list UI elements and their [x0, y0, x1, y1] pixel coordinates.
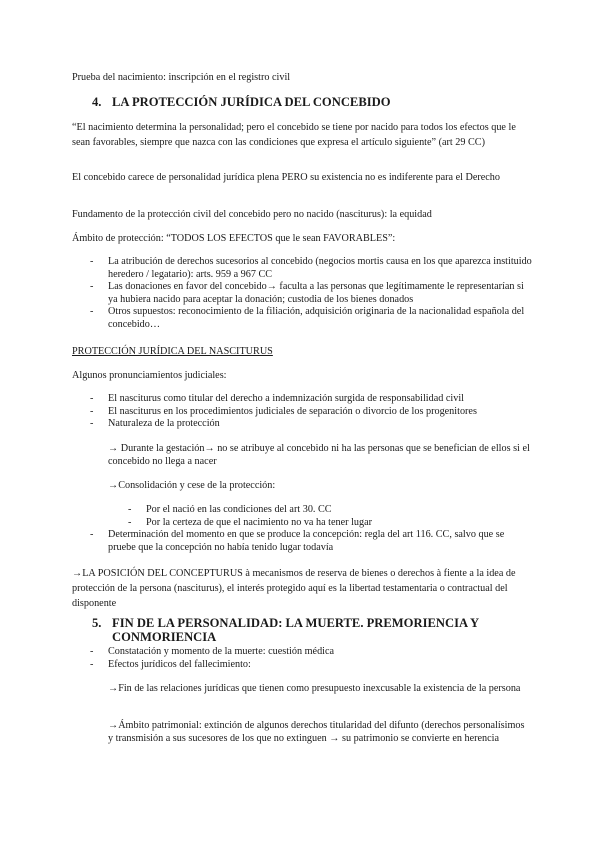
consolidacion-list	[124, 504, 532, 529]
fin-relaciones-note: →Fin de las relaciones jurídicas que tienen como presupuesto inexcusable la existencia de la persona	[108, 683, 521, 694]
list-item: - La atribución de derechos sucesorios al concebido (negocios mortis causa en los que aparezca instituido heredero / legatario): arts. 959 a 967 CC	[72, 256, 532, 281]
fundamento-paragraph: Fundamento de la protección civil del concebido pero no nacido (nasciturus): la equidad	[72, 209, 432, 220]
section-5-title: FIN DE LA PERSONALIDAD: LA MUERTE. PREMORIENCIA Y CONMORIENCIA	[112, 616, 479, 644]
gestacion-note: → Durante la gestación→ no se atribuye al concebido ni ha las personas que se benefician de ellos si el concebido no llega a nacer	[108, 443, 530, 467]
list-item: - El nasciturus como titular del derecho a indemnización surgida de responsabilidad civil	[72, 393, 532, 406]
list-item: - Constatación y momento de la muerte: cuestión médica	[72, 646, 532, 659]
art-29-quote: “El nacimiento determina la personalidad; pero el concebido se tiene por nacido para todos los efectos que le sean favorables, siempre que nazca con las condiciones que expresa el artículo siguiente” (art 29 CC)	[72, 122, 516, 148]
list-item: - El nasciturus en los procedimientos judiciales de separación o divorcio de los progenitores	[72, 406, 532, 419]
list-item: - Las donaciones en favor del concebido→ faculta a las personas que legítimamente le representarían si ya hubiera nacido para aceptar la donación; custodia de los bienes donados	[72, 281, 532, 306]
intro-line: Prueba del nacimiento: inscripción en el registro civil	[72, 72, 291, 83]
ambito-paragraph: Ámbito de protección: “TODOS LOS EFECTOS que le sean FAVORABLES”:	[72, 233, 396, 244]
list-item: - Naturaleza de la protección	[72, 418, 532, 431]
section-5-number: 5.	[92, 616, 102, 630]
list-item: - Determinación del momento en que se produce la concepción: regla del art 116. CC, salvo que se pruebe que la concepción no había tenido lugar todavía	[72, 529, 532, 554]
list-item: - Por la certeza de que el nacimiento no va ha tener lugar	[124, 517, 532, 530]
nasciturus-subheading: PROTECCIÓN JURÍDICA DEL NASCITURUS	[72, 346, 273, 357]
muerte-list	[72, 646, 532, 671]
section-4-title: LA PROTECCIÓN JURÍDICA DEL CONCEBIDO	[112, 95, 391, 109]
ambito-list	[72, 256, 532, 331]
pronunciamientos-list	[72, 393, 532, 431]
pronunciamientos-paragraph: Algunos pronunciamientos judiciales:	[72, 370, 227, 381]
ambito-patrimonial-note: →Ámbito patrimonial: extinción de algunos derechos titularidad del difunto (derechos personalísimos y transmisión a sus sucesores de los que no extinguen → su patrimonio se convierte en herencia	[108, 720, 525, 744]
list-item: - Otros supuestos: reconocimiento de la filiación, adquisición originaria de la nacionalidad española del concebido…	[72, 306, 532, 331]
consolidacion-note: →Consolidación y cese de la protección:	[108, 480, 276, 491]
concepturus-paragraph: →LA POSICIÓN DEL CONCEPTURUS à mecanismos de reserva de bienes o derechos à fiente a la idea de protección de la persona (nasciturus), el interés protegido aquí es la libertad testamentaria o contractual del disponente	[72, 568, 516, 609]
section-4-heading	[92, 95, 391, 110]
determinacion-list	[72, 529, 532, 554]
list-item: - Efectos jurídicos del fallecimiento:	[72, 659, 532, 672]
section-5-heading	[92, 616, 492, 644]
concebido-carece-paragraph: El concebido carece de personalidad jurídica plena PERO su existencia no es indiferente para el Derecho	[72, 172, 500, 183]
section-4-number: 4.	[92, 95, 102, 109]
list-item: - Por el nació en las condiciones del art 30. CC	[124, 504, 532, 517]
